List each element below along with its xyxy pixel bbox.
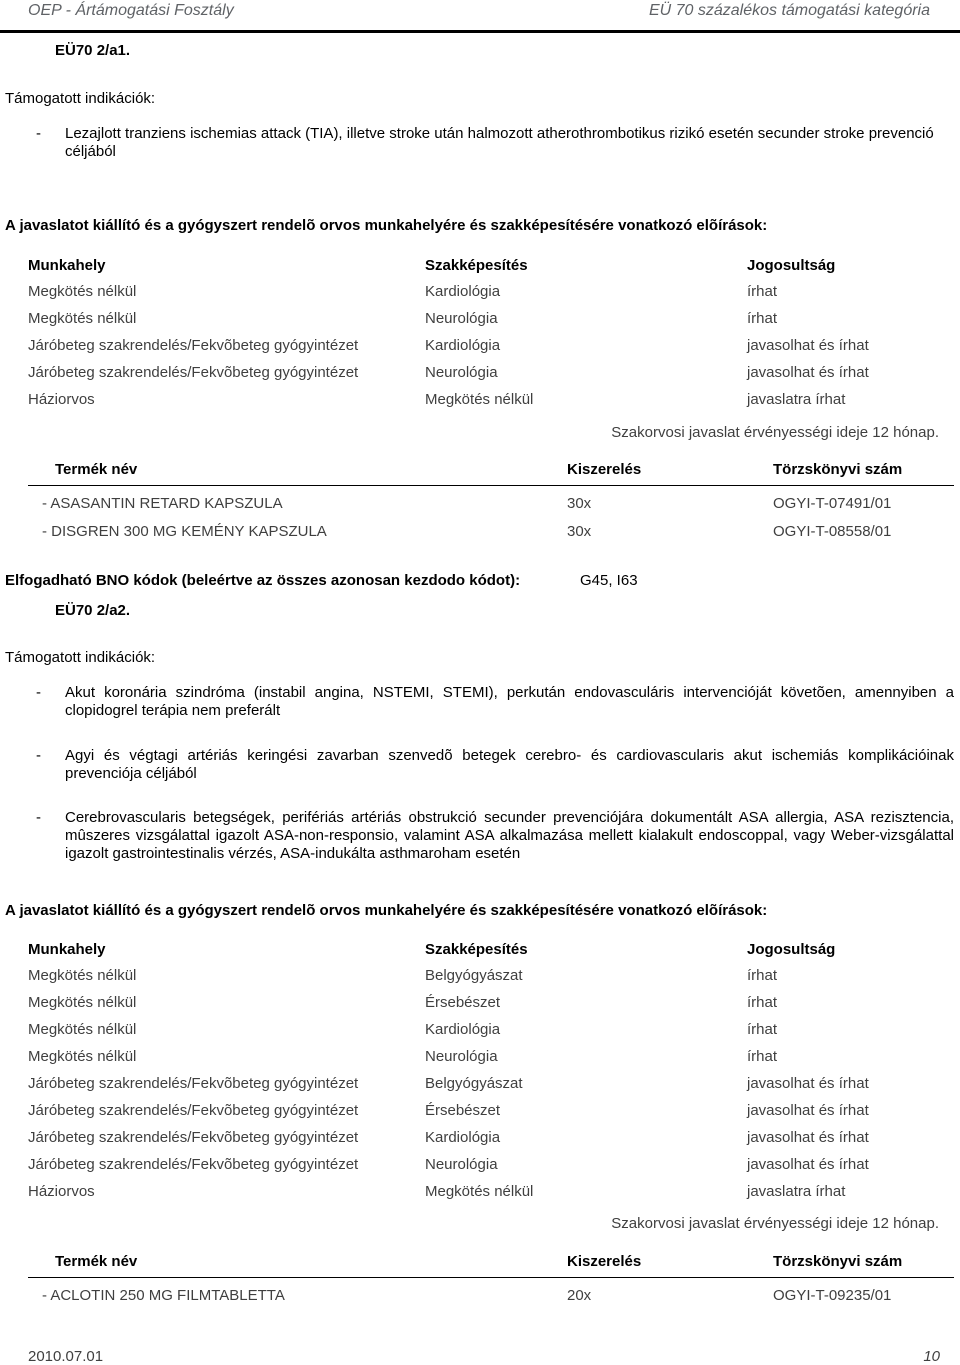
cell-jogosultsag: írhat [747, 310, 778, 327]
cell-szakkepesites: Neurológia [425, 1048, 498, 1065]
product-pack: 20x [567, 1287, 592, 1304]
cell-jogosultsag: írhat [747, 1048, 778, 1065]
cell-szakkepesites: Belgyógyászat [425, 1075, 523, 1092]
cell-munkahely: Járóbeteg szakrendelés/Fekvõbeteg gyógyintézet [28, 1156, 359, 1173]
footer-page-number: 10 [923, 1348, 940, 1365]
header-left-title: OEP - Ártámogatási Fosztály [28, 2, 234, 19]
product-reg-number: OGYI-T-08558/01 [773, 523, 892, 540]
product-col-header-name: Termék név [55, 461, 138, 478]
col-header-szakkepesites: Szakképesítés [425, 257, 528, 274]
cell-munkahely: Megkötés nélkül [28, 994, 137, 1011]
indication-dash: - [36, 684, 41, 701]
product-header-rule [28, 485, 954, 486]
cell-szakkepesites: Érsebészet [425, 994, 501, 1011]
product-name: - DISGREN 300 MG KEMÉNY KAPSZULA [42, 523, 327, 540]
cell-szakkepesites: Megkötés nélkül [425, 391, 534, 408]
cell-munkahely: Járóbeteg szakrendelés/Fekvõbeteg gyógyintézet [28, 1102, 359, 1119]
cell-jogosultsag: írhat [747, 994, 778, 1011]
indication-dash: - [36, 747, 41, 764]
prescriber-title: A javaslatot kiállító és a gyógyszert rendelõ orvos munkahelyére és szakképesítésére vonatkozó elõírások: [5, 902, 768, 919]
header-right-title: EÜ 70 százalékos támogatási kategória [648, 2, 930, 19]
product-pack: 30x [567, 523, 592, 540]
cell-szakkepesites: Neurológia [425, 310, 498, 327]
cell-szakkepesites: Kardiológia [425, 1129, 501, 1146]
cell-jogosultsag: javasolhat és írhat [747, 1129, 869, 1146]
product-reg-number: OGYI-T-09235/01 [773, 1287, 892, 1304]
cell-jogosultsag: javasolhat és írhat [747, 337, 869, 354]
indication-text: Agyi és végtagi artériás keringési zavarban szenvedõ betegek cerebro- és cardiovascularis akut ischemiás komplikációinak prevenciója céljából [65, 747, 954, 782]
cell-jogosultsag: írhat [747, 1021, 778, 1038]
cell-munkahely: Megkötés nélkül [28, 967, 137, 984]
col-header-munkahely: Munkahely [28, 257, 106, 274]
prescriber-title: A javaslatot kiállító és a gyógyszert rendelõ orvos munkahelyére és szakképesítésére vonatkozó elõírások: [5, 217, 768, 234]
cell-szakkepesites: Belgyógyászat [425, 967, 523, 984]
cell-jogosultsag: javasolhat és írhat [747, 1156, 869, 1173]
indications-title: Támogatott indikációk: [5, 90, 156, 107]
cell-szakkepesites: Kardiológia [425, 1021, 501, 1038]
cell-munkahely: Megkötés nélkül [28, 283, 137, 300]
product-header-rule [28, 1277, 954, 1278]
cell-jogosultsag: javasolhat és írhat [747, 1075, 869, 1092]
cell-munkahely: Megkötés nélkül [28, 310, 137, 327]
cell-szakkepesites: Neurológia [425, 364, 498, 381]
cell-jogosultsag: írhat [747, 283, 778, 300]
section-code: EÜ70 2/a1. [55, 42, 131, 59]
cell-szakkepesites: Megkötés nélkül [425, 1183, 534, 1200]
cell-munkahely: Járóbeteg szakrendelés/Fekvõbeteg gyógyintézet [28, 1129, 359, 1146]
product-col-header-reg: Törzskönyvi szám [773, 461, 903, 478]
cell-munkahely: Háziorvos [28, 1183, 95, 1200]
indication-text: Akut koronária szindróma (instabil angina, NSTEMI, STEMI), perkután endovasculáris intervencióját követõen, amennyiben a clopidogrel terápia nem preferált [65, 684, 954, 719]
product-name: - ACLOTIN 250 MG FILMTABLETTA [42, 1287, 285, 1304]
cell-munkahely: Megkötés nélkül [28, 1021, 137, 1038]
footer-date: 2010.07.01 [28, 1348, 104, 1365]
cell-jogosultsag: javasolhat és írhat [747, 364, 869, 381]
cell-munkahely: Háziorvos [28, 391, 95, 408]
bno-label: Elfogadható BNO kódok (beleértve az összes azonosan kezdodo kódot): [5, 572, 521, 589]
col-header-szakkepesites: Szakképesítés [425, 941, 528, 958]
indications-title: Támogatott indikációk: [5, 649, 156, 666]
cell-jogosultsag: javaslatra írhat [747, 391, 846, 408]
product-col-header-reg: Törzskönyvi szám [773, 1253, 903, 1270]
cell-munkahely: Járóbeteg szakrendelés/Fekvõbeteg gyógyintézet [28, 364, 359, 381]
validity-note: Szakorvosi javaslat érvényességi ideje 12 hónap. [611, 1215, 939, 1232]
bno-value: G45, I63 [580, 572, 638, 589]
cell-jogosultsag: javaslatra írhat [747, 1183, 846, 1200]
section-code: EÜ70 2/a2. [55, 602, 131, 619]
cell-jogosultsag: javasolhat és írhat [747, 1102, 869, 1119]
product-name: - ASASANTIN RETARD KAPSZULA [42, 495, 283, 512]
cell-munkahely: Járóbeteg szakrendelés/Fekvõbeteg gyógyintézet [28, 1075, 359, 1092]
cell-szakkepesites: Kardiológia [425, 337, 501, 354]
validity-note: Szakorvosi javaslat érvényességi ideje 12 hónap. [611, 424, 939, 441]
cell-munkahely: Megkötés nélkül [28, 1048, 137, 1065]
cell-szakkepesites: Érsebészet [425, 1102, 501, 1119]
product-col-header-pack: Kiszerelés [567, 1253, 642, 1270]
col-header-jogosultsag: Jogosultság [747, 257, 836, 274]
cell-szakkepesites: Kardiológia [425, 283, 501, 300]
product-reg-number: OGYI-T-07491/01 [773, 495, 892, 512]
cell-szakkepesites: Neurológia [425, 1156, 498, 1173]
cell-jogosultsag: írhat [747, 967, 778, 984]
product-col-header-name: Termék név [55, 1253, 138, 1270]
indication-dash: - [36, 809, 41, 826]
indication-text: Cerebrovascularis betegségek, perifériás artériás obstrukció secunder prevenciójára dokumentált ASA allergia, ASA rezisztencia, mûszeres vizsgálattal igazolt ASA-non-responsio, valamint ASA alkalmazása mellett kialakult endoscoppal, vagy Weber-vizsgálattal igazolt gastrointestinalis vérzés, ASA-indukálta asthmaroham esetén [65, 809, 954, 862]
product-col-header-pack: Kiszerelés [567, 461, 642, 478]
header-rule [0, 30, 960, 33]
indication-dash: - [36, 125, 41, 142]
product-pack: 30x [567, 495, 592, 512]
cell-munkahely: Járóbeteg szakrendelés/Fekvõbeteg gyógyintézet [28, 337, 359, 354]
col-header-munkahely: Munkahely [28, 941, 106, 958]
col-header-jogosultsag: Jogosultság [747, 941, 836, 958]
indication-text: Lezajlott tranziens ischemias attack (TIA), illetve stroke után halmozott atherothrombotikus rizikó esetén secunder stroke prevenció céljából [65, 125, 934, 160]
